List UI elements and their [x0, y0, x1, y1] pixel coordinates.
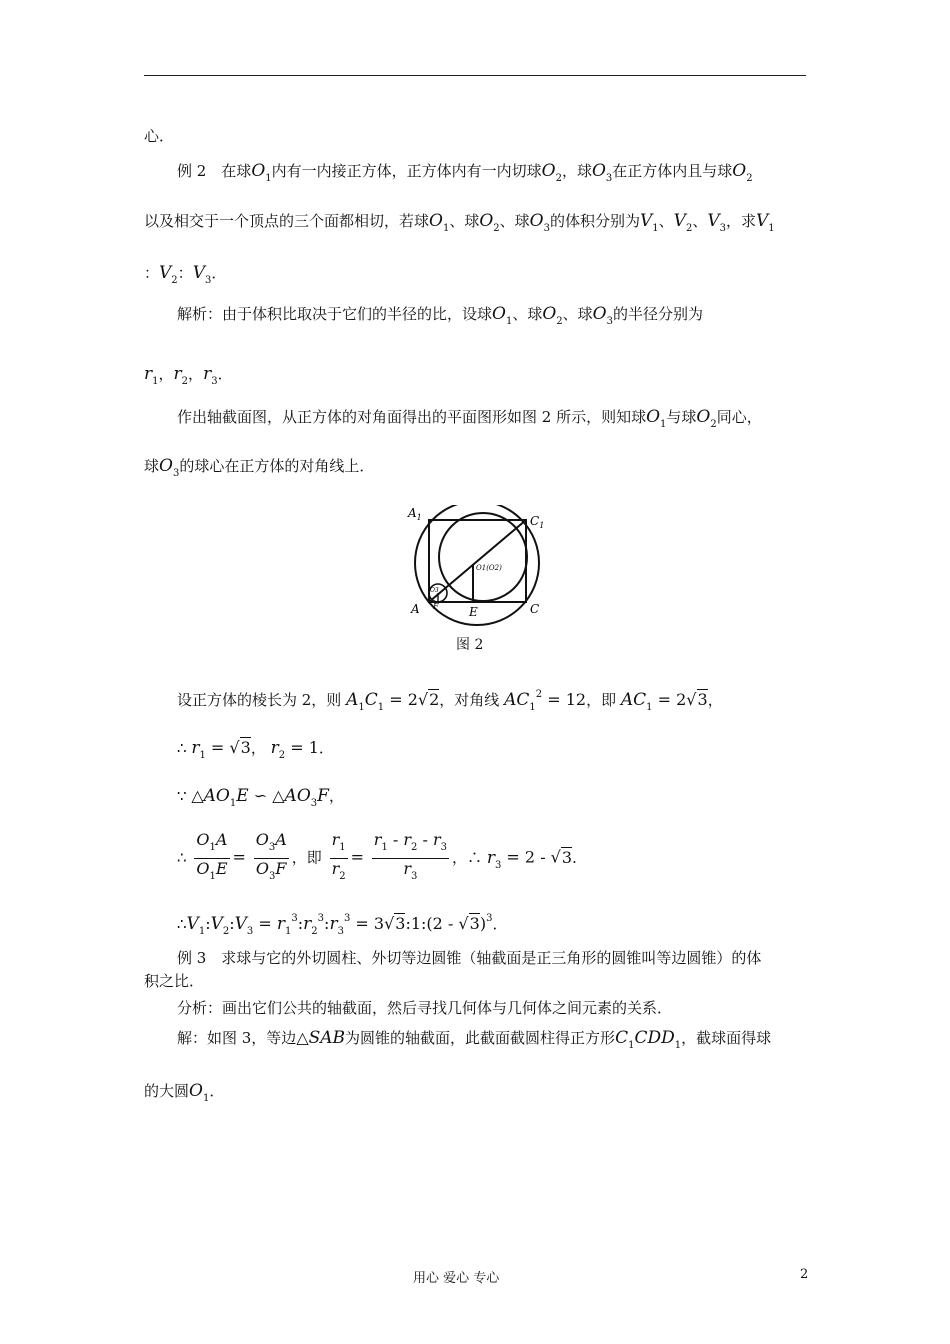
analysis-line-2: $r_1$，$r_2$，$r_3$．: [144, 364, 233, 387]
example-3-line-1: 例 3 求球与它的外切圆柱、外切等边圆锥（轴截面是正三角形的圆锥叫等边圆锥）的体: [177, 949, 762, 967]
analysis-line-4: 球$O_3$的球心在正方体的对角线上．: [144, 456, 375, 479]
label-A: A: [411, 602, 420, 616]
label-C1: $C_1$: [530, 514, 545, 530]
text-fragment: 心．: [144, 127, 175, 145]
page-number: 2: [800, 1267, 809, 1282]
solution-line-1: 设正方体的棱长为 2，则 $A_1C_1 = 2√2$，对角线 $AC_1^2 = 12$，即 $AC_1 = 2√3$，: [177, 689, 723, 713]
example-2-line-1: 例 2 在球$O_1$内有一内接正方体，正方体内有一内切球$O_2$，球$O_3$在正方体内且与球$O_2$: [177, 161, 753, 184]
label-F: F: [433, 602, 439, 611]
figure-2-caption: 图 2: [456, 637, 484, 653]
label-E: E: [469, 605, 478, 619]
analysis-line-3: 作出轴截面图，从正方体的对角面得出的平面图形如图 2 所示，则知球$O_1$与球$O_2$同心，: [177, 407, 762, 430]
analysis-line-1: 解析：由于体积比取决于它们的半径的比，设球$O_1$、球$O_2$、球$O_3$的半径分别为: [177, 304, 703, 327]
solution-line-4: ∴ $\frac{O_1A}{O_1E}$ = $\frac{O_3A}{O_3F}$ ，即 $\frac{r_1}{r_2}$ = $\frac{r_1 - r_2 - r_3}{r_3}$ ，∴ $r_3 = 2 - √3$．: [144, 830, 841, 888]
solution-line-2: ∴ $r_1 = √3$， $r_2 = 1$．: [177, 738, 334, 761]
label-center: O1(O2): [476, 564, 502, 572]
text-line-1: [144, 125, 808, 147]
fraction: $\frac{r_1}{r_2}$: [331, 830, 346, 882]
label-C: C: [530, 602, 540, 616]
fraction: $\frac{r_1 - r_2 - r_3}{r_3}$: [373, 830, 448, 882]
example-3-solution-1: 解：如图 3，等边△SAB为圆锥的轴截面，此截面截圆柱得正方形$C_1CDD_1$，截球面得球: [177, 1028, 772, 1051]
footer-motto: 用心 爱心 专心: [413, 1271, 500, 1286]
example-2-line-3: ：$V_2$：$V_3$．: [144, 263, 227, 286]
label-A1: $A_1$: [408, 506, 422, 522]
example-2-line-2: 以及相交于一个顶点的三个面都相切，若球$O_1$、球$O_2$、球$O_3$的体积分别为$V_1$、$V_2$、$V_3$，求$V_1$: [144, 211, 775, 234]
solution-line-3: ∵ $\triangle AO_1E$ ∽ $\triangle AO_3F$，: [177, 786, 344, 809]
fraction: $\frac{O_3A}{O_3F}$: [255, 830, 287, 882]
header-rule: [144, 75, 806, 76]
example-3-analysis: 分析：画出它们公共的轴截面，然后寻找几何体与几何体之间元素的关系．: [177, 999, 673, 1017]
example-3-line-2: 积之比．: [144, 972, 205, 990]
label-O3: O3: [430, 587, 439, 594]
example-3-solution-2: 的大圆$O_1$．: [144, 1081, 225, 1104]
figure-2-diagram: [405, 505, 553, 655]
solution-line-5: $\therefore V_1:V_2:V_3$ = $r_1^3:r_2^3:r_3^3$ = 3√3:1:(2 - √3)$^3$．: [177, 913, 508, 937]
fraction: $\frac{O_1A}{O_1E}$: [196, 830, 228, 882]
